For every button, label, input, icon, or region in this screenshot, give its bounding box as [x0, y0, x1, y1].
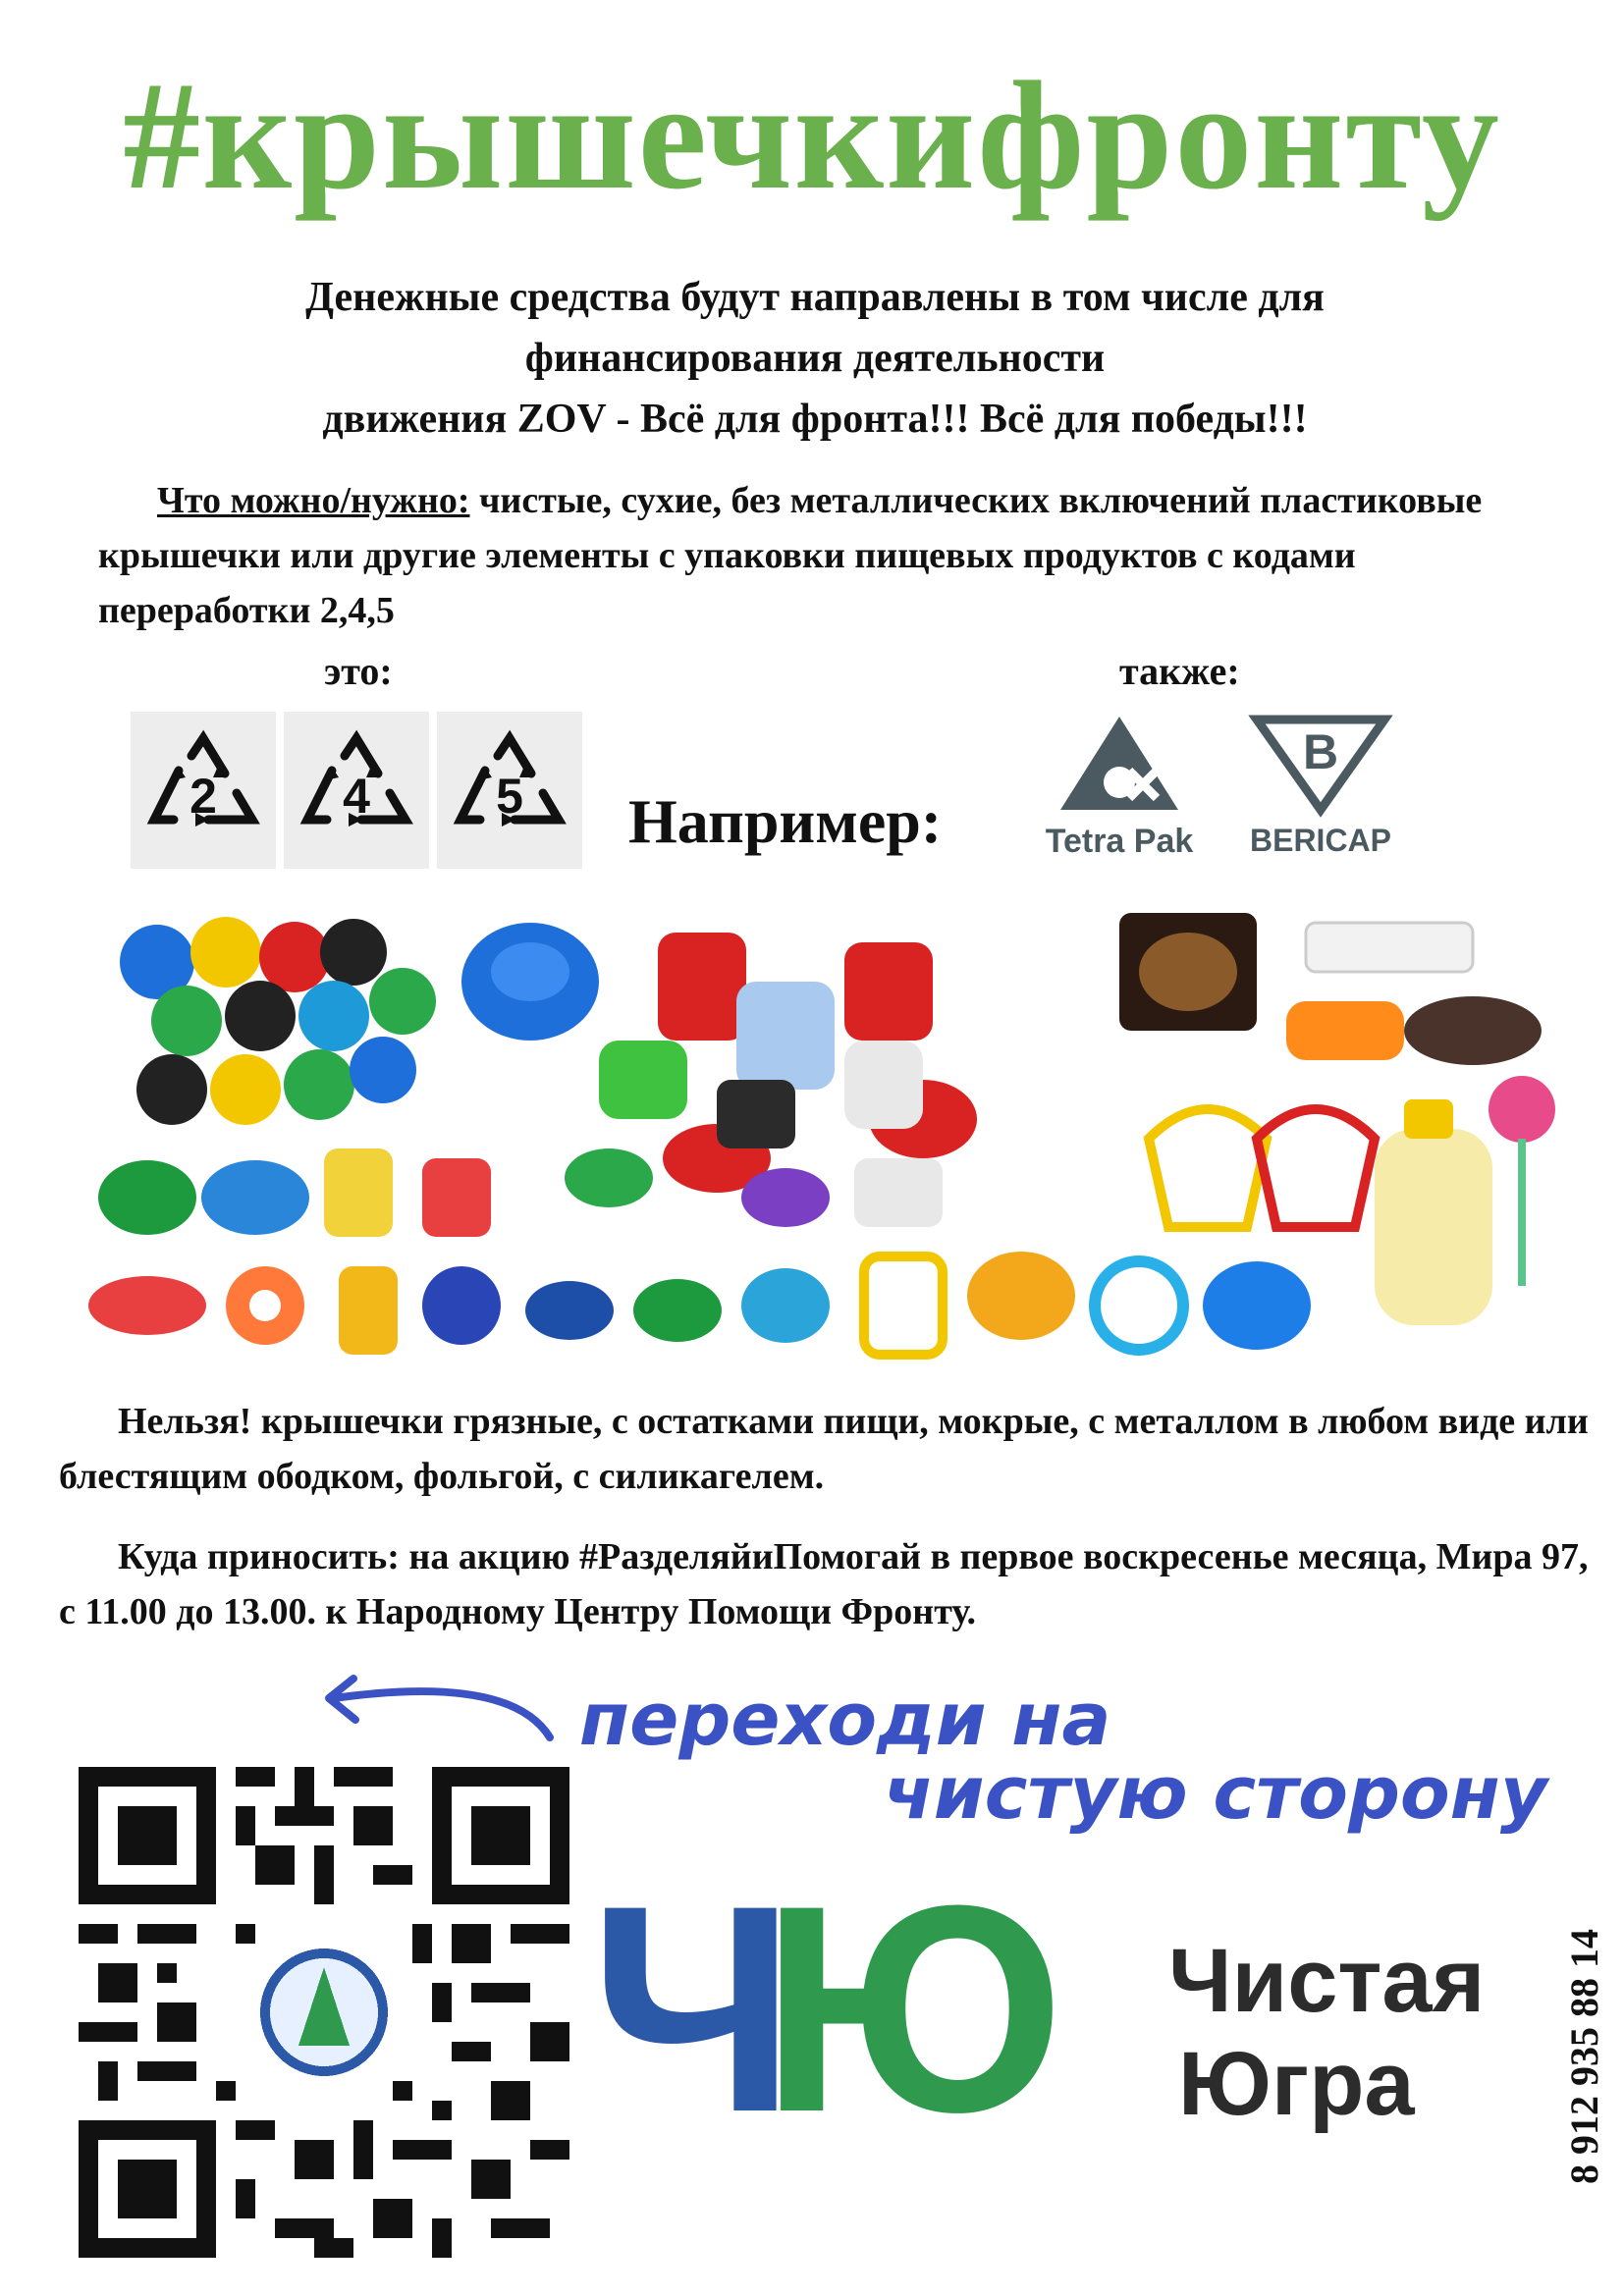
plastic-caps-collage-icon [88, 903, 1571, 1364]
recycle-code-2-label: 2 [189, 769, 217, 824]
slogan-line-2: чистую сторону [884, 1751, 1548, 1836]
chistaya-yugra-logo-icon [589, 1885, 1139, 2140]
intro-line-2: финансирования деятельности [524, 336, 1106, 381]
allowed-paragraph [98, 473, 1532, 638]
logo-letter-ch: Ч [589, 1885, 796, 2140]
brand-name-line-1: Чистая [1168, 1931, 1486, 2031]
example-label: Например: [628, 786, 943, 856]
tetra-pak-icon [1031, 712, 1208, 820]
logo-letter-yu: Ю [761, 1885, 1065, 2140]
tetra-pak-name: Tetra Pak [1045, 823, 1194, 860]
also-label: также: [1119, 649, 1240, 693]
codes-label: это: [324, 649, 393, 693]
forbidden-paragraph: Нельзя! крышечки грязные, с остатками пищи, мокрые, с металлом в любом виде или блестящим ободком, фольгой, с силикагелем. [59, 1401, 1589, 1497]
brand-name-line-2: Югра [1178, 2034, 1415, 2134]
recycle-code-4-icon [284, 712, 429, 869]
tetra-pak-logo [1031, 712, 1208, 859]
bericap-name: BERICAP [1249, 823, 1391, 858]
recycle-code-4-label: 4 [343, 769, 370, 824]
recycle-codes [131, 712, 582, 869]
recycle-code-2-icon [131, 712, 276, 869]
intro-line-1: Денежные средства будут направлены в том числе для [305, 275, 1325, 320]
hashtag-title: #крышечкифронту [123, 50, 1501, 222]
recycle-code-5-icon [437, 712, 582, 869]
phone-number: 8 912 935 88 14 [1562, 1929, 1606, 2184]
allowed-text: чистые, сухие, без металлических включений пластиковые крышечки или другие элементы с упаковки пищевых продуктов с кодами переработки 2,4,5 [98, 480, 1483, 631]
qr-code-icon [79, 1767, 569, 2258]
slogan-line-1: переходи на [579, 1678, 1111, 1762]
where-paragraph: Куда приносить: на акцию #РазделяйиПомогай в первое воскресенье месяца, Мира 97, с 11.00 до 13.00. к Народному Центру Помощи Фронту. [59, 1536, 1589, 1632]
intro-text [147, 267, 1483, 450]
arrow-left-icon [314, 1669, 569, 1762]
bericap-icon [1237, 712, 1404, 820]
intro-line-3: движения ZOV - Всё для фронта!!! Всё для победы!!! [322, 397, 1308, 442]
bericap-logo [1237, 712, 1404, 859]
allowed-lead: Что можно/нужно: [157, 480, 470, 521]
bericap-letter: B [1302, 724, 1339, 779]
recycle-code-5-label: 5 [496, 769, 523, 824]
